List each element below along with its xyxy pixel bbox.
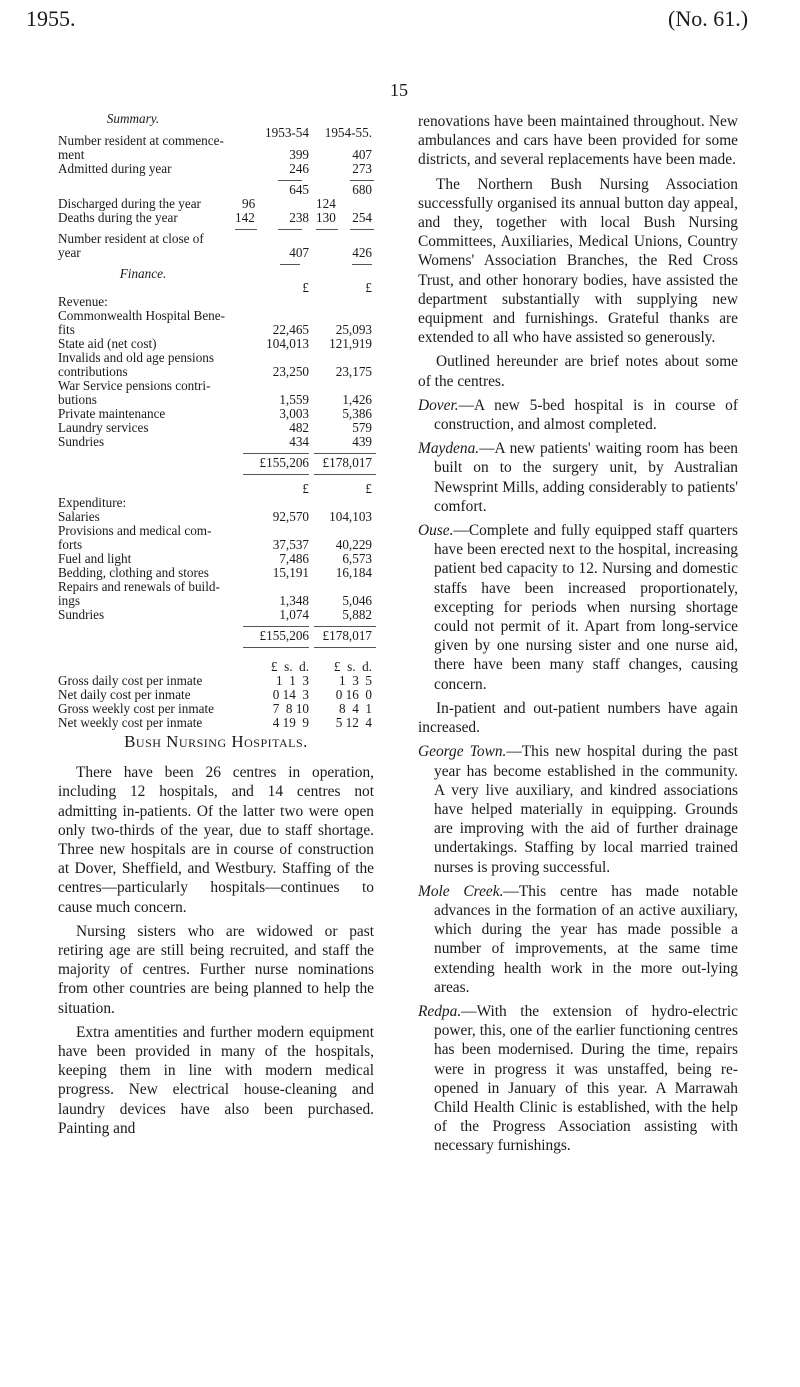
row-label: Commonwealth Hospital Bene- (58, 308, 226, 323)
cell-value: 273 (352, 161, 372, 176)
row-label: Bedding, clothing and stores (58, 565, 209, 580)
paragraph: Nursing sisters who are widowed or past retiring age are still being recruited, and staff the majority of centres. Further nurse nominations from other countries are being planned to help the situation. (58, 922, 374, 1017)
centre-note (418, 742, 738, 876)
cell-value: 104,103 (329, 509, 372, 524)
revenue-total: £155,206 (259, 455, 309, 470)
cell-value: 4 19 9 (272, 715, 309, 730)
col1-header: 1953-54 (265, 125, 309, 140)
cell-value: 482 (289, 420, 309, 435)
centre-name: Dover. (418, 396, 459, 414)
cell-value: 0 16 0 (335, 687, 372, 702)
lsd-header: £ s. d. (333, 659, 372, 674)
row-label: ment (58, 147, 85, 162)
right-text-column (418, 112, 738, 1161)
expenditure-total: £155,206 (259, 628, 309, 643)
cell-value: 40,229 (335, 537, 372, 552)
row-label: Sundries (58, 607, 105, 622)
cell-value: 37,537 (272, 537, 309, 552)
cell-value: 8 4 1 (339, 701, 372, 716)
rule (316, 229, 338, 230)
rule (280, 264, 300, 265)
row-label: Private maintenance (58, 406, 166, 421)
centre-text: —With the extension of hydro-electric power, this, one of the earlier functioning centres has been modernised. During the time, repairs were in progress it was unstaffed, being re-opened in January of this year. A Marrawah Child Health Clinic is established, with the help of the Progress Association assisting with necessary furnishings. (434, 1002, 738, 1155)
centre-note (418, 396, 738, 434)
cell-value: 23,175 (335, 364, 372, 379)
row-label: Number resident at commence- (58, 133, 224, 148)
cell-value: 246 (289, 161, 309, 176)
lsd-header: £ s. d. (270, 659, 309, 674)
rule (350, 180, 374, 181)
cell-value: 238 (289, 210, 309, 225)
cell-value: 1 1 3 (276, 673, 309, 688)
cell-value: 23,250 (272, 364, 309, 379)
rule (314, 453, 376, 454)
section-heading: Bush Nursing Hospitals. (124, 732, 308, 751)
row-label: Gross weekly cost per inmate (58, 701, 215, 716)
rule (314, 626, 376, 627)
header-year: 1955. (26, 6, 76, 31)
rule (278, 180, 302, 181)
row-label: Deaths during the year (58, 210, 178, 225)
cell-value: 7,486 (279, 551, 309, 566)
cell-value: 25,093 (335, 322, 372, 337)
paragraph: renovations have been maintained throughout. New ambulances and cars have been provided for some districts, and several replacements have been made. (418, 113, 738, 169)
row-label: Admitted during year (58, 161, 172, 176)
cell-value: 5 12 4 (335, 715, 372, 730)
paragraph: Outlined hereunder are brief notes about some of the centres. (418, 353, 738, 390)
row-label: Provisions and medical com- (58, 523, 212, 538)
cell-value: 407 (352, 147, 372, 162)
cell-value: 1,074 (279, 607, 309, 622)
centre-note (418, 1002, 738, 1156)
centre-name: Maydena. (418, 440, 480, 458)
row-label: Salaries (58, 509, 100, 524)
centre-text: —A new patients' waiting room has been built on to the surgery unit, by Australian Newsprint Mills, adding considerably to patients' comfort. (434, 440, 738, 515)
cell-value: 426 (352, 245, 372, 260)
row-label: Invalids and old age pensions (58, 350, 215, 365)
centre-name: Mole Creek. (418, 882, 504, 900)
row-label: year (58, 245, 81, 260)
cell-value: 124 (316, 196, 336, 211)
currency-symbol: £ (365, 481, 372, 496)
cell-value: 1 3 5 (339, 673, 372, 688)
centre-note (418, 882, 738, 997)
cell-value: 3,003 (279, 406, 309, 421)
row-label: Number resident at close of (58, 231, 204, 246)
left-text-column (58, 732, 374, 1143)
cell-value: 7 8 10 (272, 701, 309, 716)
cell-value: 6,573 (342, 551, 372, 566)
cell-value: 5,386 (342, 406, 372, 421)
centre-name: Ouse. (418, 522, 454, 540)
cell-value: 1,559 (279, 392, 309, 407)
centre-name: George Town. (418, 743, 507, 761)
row-label: Net weekly cost per inmate (58, 715, 203, 730)
rule (352, 264, 372, 265)
rule (350, 229, 374, 230)
expenditure-label: Expenditure: (58, 495, 127, 510)
rule (314, 647, 376, 648)
cell-value: 130 (316, 210, 336, 225)
row-label: Repairs and renewals of build- (58, 579, 220, 594)
paragraph: There have been 26 centres in operation, including 12 hospitals, and 14 centres not admitting in-patients. Of the latter two were open only two-thirds of the year, due to staff shortage. Three new hospitals are in course of construction at Dover, Sheffield, and Westbury. Staffing of the centres—particularly hospitals—continues to cause much concern. (58, 764, 374, 916)
page-number: 15 (390, 80, 408, 100)
row-label: fits (58, 322, 75, 337)
row-label: Laundry services (58, 420, 149, 435)
row-label: Fuel and light (58, 551, 132, 566)
finance-title: Finance. (119, 266, 167, 281)
centre-text: In-patient and out-patient numbers have again increased. (418, 699, 738, 737)
row-label: War Service pensions contri- (58, 378, 211, 393)
centre-note (418, 521, 738, 694)
col2-header: 1954-55. (324, 125, 372, 140)
currency-symbol: £ (302, 280, 309, 295)
row-label: forts (58, 537, 83, 552)
cell-value: 22,465 (272, 322, 309, 337)
centre-name: Redpa. (418, 1002, 462, 1020)
row-label: butions (58, 392, 97, 407)
rule (235, 229, 257, 230)
cell-value: 142 (235, 210, 255, 225)
currency-symbol: £ (365, 280, 372, 295)
revenue-total: £178,017 (322, 455, 372, 470)
revenue-label: Revenue: (58, 294, 108, 309)
cell-value: 0 14 3 (272, 687, 309, 702)
row-label: ings (58, 593, 80, 608)
row-label: Sundries (58, 434, 105, 449)
cell-value: 407 (289, 245, 309, 260)
cell-value: 579 (352, 420, 372, 435)
cell-value: 399 (289, 147, 309, 162)
centre-note (418, 699, 738, 737)
cell-value: 5,046 (342, 593, 372, 608)
cell-value: 5,882 (342, 607, 372, 622)
cell-value: 104,013 (266, 336, 309, 351)
rule (243, 453, 309, 454)
paragraph: Extra amentities and further modern equipment have been provided in many of the hospitals, keeping them in line with modern medical progress. New electrical house-cleaning and laundry devices have also been purchased. Painting and (58, 1023, 374, 1137)
row-label: Net daily cost per inmate (58, 687, 191, 702)
centre-text: —This centre has made notable advances in the formation of an active auxiliary, which during the year has made possible a number of improvements, at the same time extending health work in the more out-lying areas. (434, 882, 738, 996)
statistics-table (58, 111, 372, 730)
row-label: Discharged during the year (58, 196, 201, 211)
row-label: contributions (58, 364, 128, 379)
cell-value: 680 (352, 182, 372, 197)
centre-text: —This new hospital during the past year has become established in the community. A very live auxiliary, and kindred associations have helped materially in equipping. Grounds are improving with the aid of further drainage undertakings. Staffing by local married trained nurses is proving successful. (434, 743, 738, 876)
cell-value: 16,184 (335, 565, 372, 580)
cell-value: 15,191 (272, 565, 309, 580)
cell-value: 434 (289, 434, 309, 449)
rule (278, 229, 302, 230)
rule (243, 647, 309, 648)
cell-value: 1,426 (342, 392, 372, 407)
cell-value: 92,570 (272, 509, 309, 524)
expenditure-total: £178,017 (322, 628, 372, 643)
centre-note (418, 439, 738, 516)
cell-value: 645 (289, 182, 309, 197)
rule (243, 474, 309, 475)
paragraph: The Northern Bush Nursing Association successfully organised its annual button day appeal, and they, together with local Bush Nursing Committees, Auxiliaries, Medical Unions, Country Womens' Association Branches, the Red Cross Trust, and other honorary bodies, have assisted the department substantially with supplying new equipment and furnishings. Grateful thanks are extended to all who have assisted so generously. (418, 175, 738, 347)
cell-value: 121,919 (329, 336, 372, 351)
currency-symbol: £ (302, 481, 309, 496)
centre-text: —Complete and fully equipped staff quarters have been erected next to the hospital, increasing patient bed capacity to 12. Nursing and domestic staffs have been increased proportionately, excepting for periods when nursing shortage could not permit of it. Apart from long-service given by one nursing sister and one nurse aid, there have been many staff changes, causing concern. (434, 522, 738, 693)
row-label: Gross daily cost per inmate (58, 673, 203, 688)
summary-title: Summary. (106, 111, 160, 126)
cell-value: 254 (352, 210, 372, 225)
rule (314, 474, 376, 475)
cell-value: 1,348 (279, 593, 309, 608)
row-label: State aid (net cost) (58, 336, 157, 351)
centre-text: —A new 5-bed hospital is in course of construction, and almost completed. (434, 396, 738, 434)
rule (243, 626, 309, 627)
cell-value: 439 (352, 434, 372, 449)
cell-value: 96 (242, 196, 256, 211)
header-issue: (No. 61.) (668, 6, 749, 31)
